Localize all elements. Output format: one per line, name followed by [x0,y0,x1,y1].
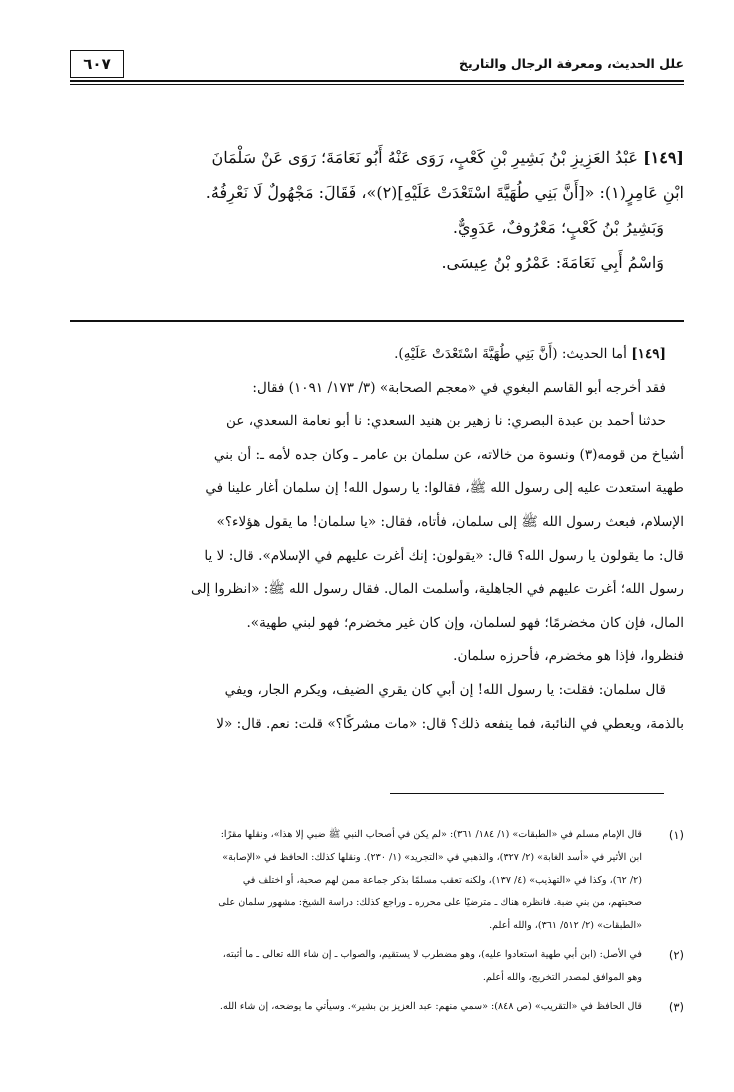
commentary-line-3: حدثنا أحمد بن عبدة البصري: نا زهير بن هنيد السعدي: نا أبو نعامة السعدي، عن [225,413,666,430]
footnotes [70,824,684,1024]
footnote-text [70,996,642,1019]
footnote-2 [70,944,684,990]
footnote-line: صحبتهم، من بني ضبة. فانظره هناك ـ مترضيًا على محرره ـ وراجع كذلك: دراسة الشيخ: مشهور سلمان على [218,897,642,909]
commentary-line-4: أشياخ من قومه(٣) ونسوة من خالاته، عن سلمان بن عامر ـ وكان جده لأمه ـ: أن بني [213,446,684,463]
commentary-line-9: المال، فإن كان مخضرمًا؛ فهو لسلمان، وإن كان غير مخضرم؛ فهو لبني طهية». [246,614,684,631]
commentary-line-2: فقد أخرجه أبو القاسم البغوي في «معجم الصحابة» (٣/ ١٧٣/ ١٠٩١) فقال: [252,379,666,396]
footnote-line: قال الحافظ في «التقريب» (ص ٨٤٨): «سمي منهم: عبد العزيز بن بشير». وسيأتي ما يوضحه، إن شاء الله. [219,1000,642,1012]
commentary-line-12: بالذمة، ويعطي في النائبة، فما ينفعه ذلك؟ قال: «مات مشركًا؟» قلت: نعم. قال: «لا [216,715,684,732]
commentary-line-7: قال: ما يقولون يا رسول الله؟ قال: «يقولون: إنك أغرت عليهم في الإسلام». قال: لا يا [204,547,684,564]
footnote-text [70,944,642,990]
footnote-divider [390,793,664,794]
commentary-line-1 [70,338,684,372]
footnote-number: (٢) [668,947,684,962]
footnote-line: (٢/ ٦٢)، وكذا في «التهذيب» (٤/ ١٣٧)، ولكنه تعقب مسلمًا بذكر جماعة ممن لهم صحبة، أو اختلف في [242,874,642,886]
main-line-4: وَاسْمُ أَبِي نَعَامَةَ: عَمْرُو بْنُ عِيسَى. [441,253,664,272]
commentary-entry-number: [١٤٩] [631,346,666,362]
commentary-line-8: رسول الله؛ أغرت عليهم في الجاهلية، وأسلمت المال. فقال رسول الله ﷺ: «انظروا إلى [190,581,684,598]
entry-number: [١٤٩] [643,148,684,167]
footnote-line: ابن الأثير في «أسد الغابة» (٢/ ٣٢٧)، والذهبي في «التجريد» (١/ ٢٣٠). ونقلها كذلك: الحافظ في «الإصابة» [222,851,642,863]
page-number: ٦٠٧ [70,50,124,78]
main-line-1 [70,140,684,175]
footnote-line: في الأصل: (ابن أبي طهية استعادوا عليه)، وهو مضطرب لا يستقيم، والصواب ـ إن شاء الله تعالى ـ ما أثبته، [222,948,642,960]
footnote-line: قال الإمام مسلم في «الطبقات» (١/ ١٨٤/ ٣٦١): «لم يكن في أصحاب النبي ﷺ ضبي إلا هذا»، ونقلها مقرًا: [220,829,642,840]
footnote-number: (١) [668,828,684,842]
footnote-number: (٣) [668,999,684,1014]
footnote-1 [70,824,684,938]
main-text [70,140,684,280]
header-rule-thick [70,80,684,82]
commentary-line-10: فنظروا، فإذا هو مخضرم، فأحرزه سلمان. [453,648,684,665]
footnote-text [70,824,642,938]
section-divider [70,320,684,322]
commentary-line-1-text: أما الحديث: (أَنَّ بَنِي طُهَيَّةَ اسْتَعْدَتْ عَلَيْهِ). [394,346,627,362]
header-rule-thin [70,84,684,85]
main-line-1-text: عَبْدُ العَزِيزِ بْنُ بَشِيرِ بْنِ كَعْبٍ، رَوَى عَنْهُ أَبُو نَعَامَةَ؛ رَوَى عَنْ سَلْمَانَ [211,148,638,167]
footnote-line: وهو الموافق لمصدر التخريج، والله أعلم. [482,971,642,983]
commentary-line-11: قال سلمان: فقلت: يا رسول الله! إن أبي كان يقري الضيف، ويكرم الجار، ويفي [224,681,666,698]
commentary-line-6: الإسلام، فبعث رسول الله ﷺ إلى سلمان، فأتاه، فقال: «يا سلمان! ما يقول هؤلاء؟» [216,513,684,530]
footnote-line: «الطبقات» (٢/ ٥١٢/ ٣٦١)، والله أعلم. [489,920,642,932]
page-header [70,50,684,86]
main-line-2: ابْنِ عَامِرٍ(١): «[أَنَّ بَنِي طُهَيَّةَ اسْتَعْدَتْ عَلَيْهِ](٢)»، فَقَالَ: مَجْهُولٌ لَا نَعْرِفُهُ. [205,183,684,202]
running-title: علل الحديث، ومعرفة الرجال والتاريخ [459,56,684,71]
footnote-3 [70,996,684,1019]
commentary-line-5: طهية استعدت عليه إلى رسول الله ﷺ، فقالوا: يا رسول الله! إن سلمان أغار علينا في [205,480,684,497]
main-line-3: وَبَشِيرُ بْنُ كَعْبٍ؛ مَعْرُوفٌ، عَدَوِيٌّ. [452,218,664,237]
commentary [70,338,684,741]
